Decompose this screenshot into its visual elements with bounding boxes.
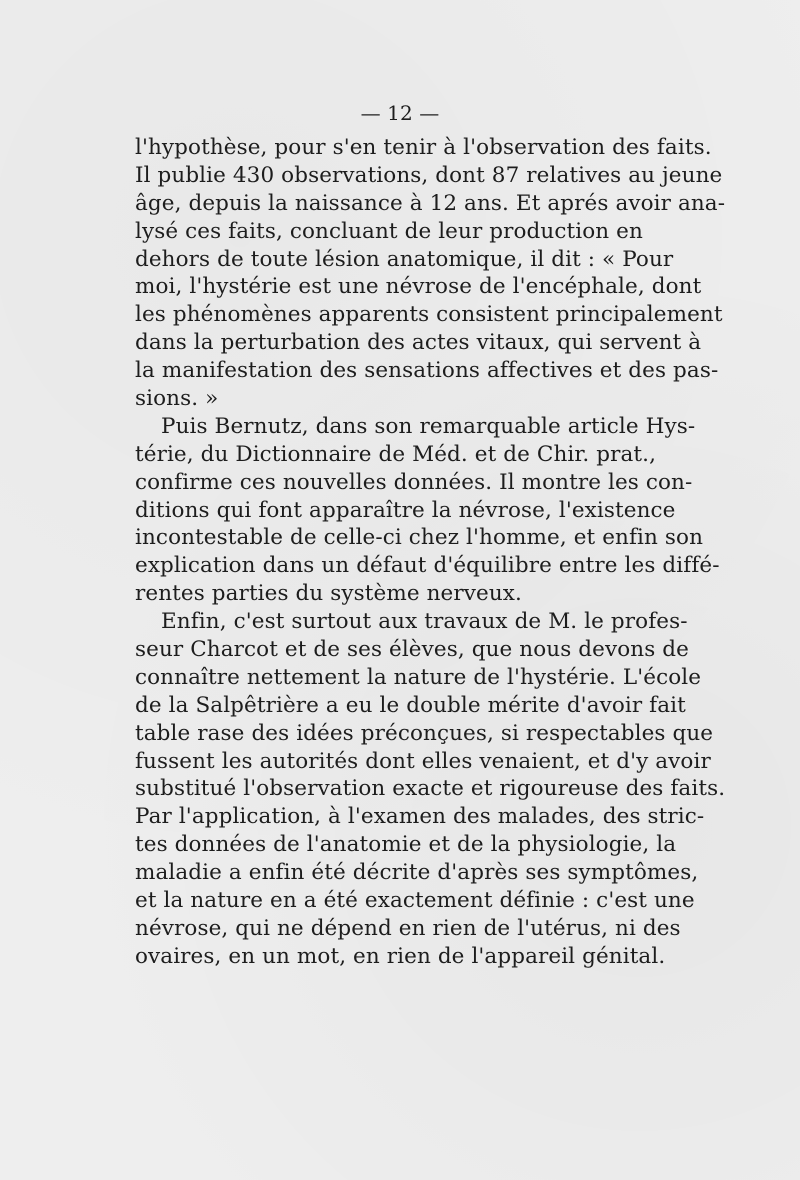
text-line: incontestable de celle-ci chez l'homme, et enfin son (135, 525, 704, 551)
text-line: la manifestation des sensations affectives et des pas- (135, 358, 719, 384)
text-line: dehors de toute lésion anatomique, il dit : « Pour (135, 246, 674, 272)
text-line: âge, depuis la naissance à 12 ans. Et aprés avoir ana- (135, 190, 726, 216)
text-line: tes données de l'anatomie et de la physiologie, la (135, 832, 677, 858)
text-line: Par l'application, à l'examen des malades, des stric- (135, 804, 705, 830)
text-line: Puis Bernutz, dans son remarquable article Hys- (161, 413, 696, 439)
page-number: — 12 — (360, 101, 440, 125)
text-line: maladie a enfin été décrite d'après ses symptômes, (135, 860, 699, 886)
text-line: rentes parties du système nerveux. (135, 581, 522, 607)
text-line: connaître nettement la nature de l'hystérie. L'école (135, 664, 702, 690)
text-line: lysé ces faits, concluant de leur production en (135, 218, 643, 244)
text-line: et la nature en a été exactement définie : c'est une (135, 888, 695, 914)
text-line: table rase des idées préconçues, si respectables que (135, 720, 714, 746)
text-line: fussent les autorités dont elles venaient, et d'y avoir (135, 748, 711, 774)
text-line: Enfin, c'est surtout aux travaux de M. le profes- (161, 609, 688, 635)
body-text (135, 134, 726, 971)
text-line: sions. » (135, 386, 219, 412)
text-line: ditions qui font apparaître la névrose, l'existence (135, 497, 676, 523)
text-line: de la Salpêtrière a eu le double mérite d'avoir fait (135, 692, 686, 718)
text-line: névrose, qui ne dépend en rien de l'utérus, ni des (135, 915, 681, 941)
text-line: dans la perturbation des actes vitaux, qui servent à (135, 330, 702, 356)
text-line: l'hypothèse, pour s'en tenir à l'observation des faits. (135, 135, 712, 160)
text-line: substitué l'observation exacte et rigoureuse des faits. (135, 776, 726, 802)
text-line: ovaires, en un mot, en rien de l'appareil génital. (135, 943, 666, 969)
text-line: Il publie 430 observations, dont 87 relatives au jeune (135, 162, 723, 188)
text-line: moi, l'hystérie est une névrose de l'encéphale, dont (135, 274, 702, 300)
text-line: explication dans un défaut d'équilibre entre les diffé- (135, 553, 720, 579)
text-line: les phénomènes apparents consistent principalement (135, 302, 723, 328)
text-line: seur Charcot et de ses élèves, que nous devons de (135, 637, 689, 663)
text-line: confirme ces nouvelles données. Il montre les con- (135, 469, 693, 495)
text-line: térie, du Dictionnaire de Méd. et de Chir. prat., (135, 441, 657, 467)
